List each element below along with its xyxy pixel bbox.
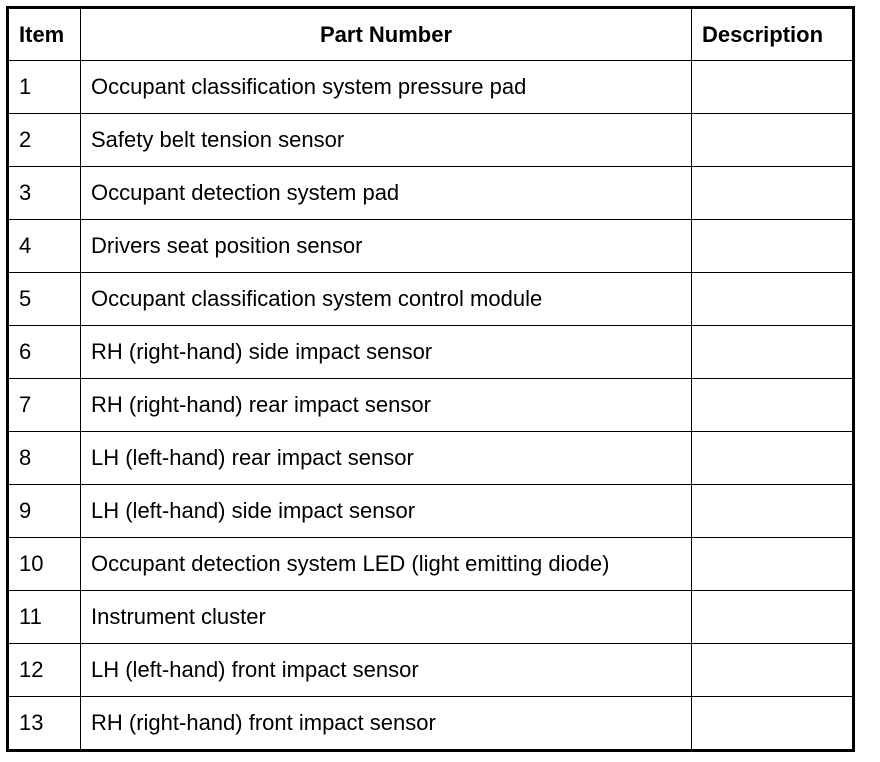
description-cell xyxy=(692,61,854,114)
part-number-cell: LH (left-hand) side impact sensor xyxy=(81,485,692,538)
part-number-cell: LH (left-hand) front impact sensor xyxy=(81,644,692,697)
item-cell: 9 xyxy=(8,485,81,538)
item-cell: 6 xyxy=(8,326,81,379)
part-number-cell: Occupant detection system LED (light emitting diode) xyxy=(81,538,692,591)
part-number-cell: Drivers seat position sensor xyxy=(81,220,692,273)
table-row xyxy=(8,114,854,167)
parts-table xyxy=(6,6,855,752)
part-number-cell: RH (right-hand) side impact sensor xyxy=(81,326,692,379)
table-body xyxy=(8,61,854,751)
part-number-cell: Occupant classification system control module xyxy=(81,273,692,326)
table-row xyxy=(8,379,854,432)
part-number-cell: RH (right-hand) rear impact sensor xyxy=(81,379,692,432)
item-cell: 10 xyxy=(8,538,81,591)
description-cell xyxy=(692,326,854,379)
item-cell: 11 xyxy=(8,591,81,644)
description-cell xyxy=(692,220,854,273)
item-cell: 2 xyxy=(8,114,81,167)
header-item: Item xyxy=(8,8,81,61)
item-cell: 7 xyxy=(8,379,81,432)
table-header xyxy=(8,8,854,61)
table-row xyxy=(8,697,854,751)
table-row xyxy=(8,61,854,114)
part-number-cell: Occupant classification system pressure pad xyxy=(81,61,692,114)
header-description: Description xyxy=(692,8,854,61)
item-cell: 5 xyxy=(8,273,81,326)
description-cell xyxy=(692,538,854,591)
table-row xyxy=(8,591,854,644)
description-cell xyxy=(692,432,854,485)
description-cell xyxy=(692,273,854,326)
description-cell xyxy=(692,644,854,697)
part-number-cell: Safety belt tension sensor xyxy=(81,114,692,167)
header-part-number: Part Number xyxy=(81,8,692,61)
item-cell: 12 xyxy=(8,644,81,697)
description-cell xyxy=(692,591,854,644)
description-cell xyxy=(692,485,854,538)
part-number-cell: Instrument cluster xyxy=(81,591,692,644)
table-row xyxy=(8,167,854,220)
item-cell: 4 xyxy=(8,220,81,273)
part-number-cell: RH (right-hand) front impact sensor xyxy=(81,697,692,751)
table-row xyxy=(8,538,854,591)
table-row xyxy=(8,326,854,379)
part-number-cell: Occupant detection system pad xyxy=(81,167,692,220)
description-cell xyxy=(692,697,854,751)
item-cell: 1 xyxy=(8,61,81,114)
table-row xyxy=(8,432,854,485)
table-row xyxy=(8,273,854,326)
table-row xyxy=(8,644,854,697)
header-row xyxy=(8,8,854,61)
item-cell: 8 xyxy=(8,432,81,485)
description-cell xyxy=(692,379,854,432)
description-cell xyxy=(692,167,854,220)
item-cell: 3 xyxy=(8,167,81,220)
table-row xyxy=(8,220,854,273)
item-cell: 13 xyxy=(8,697,81,751)
description-cell xyxy=(692,114,854,167)
table-row xyxy=(8,485,854,538)
part-number-cell: LH (left-hand) rear impact sensor xyxy=(81,432,692,485)
